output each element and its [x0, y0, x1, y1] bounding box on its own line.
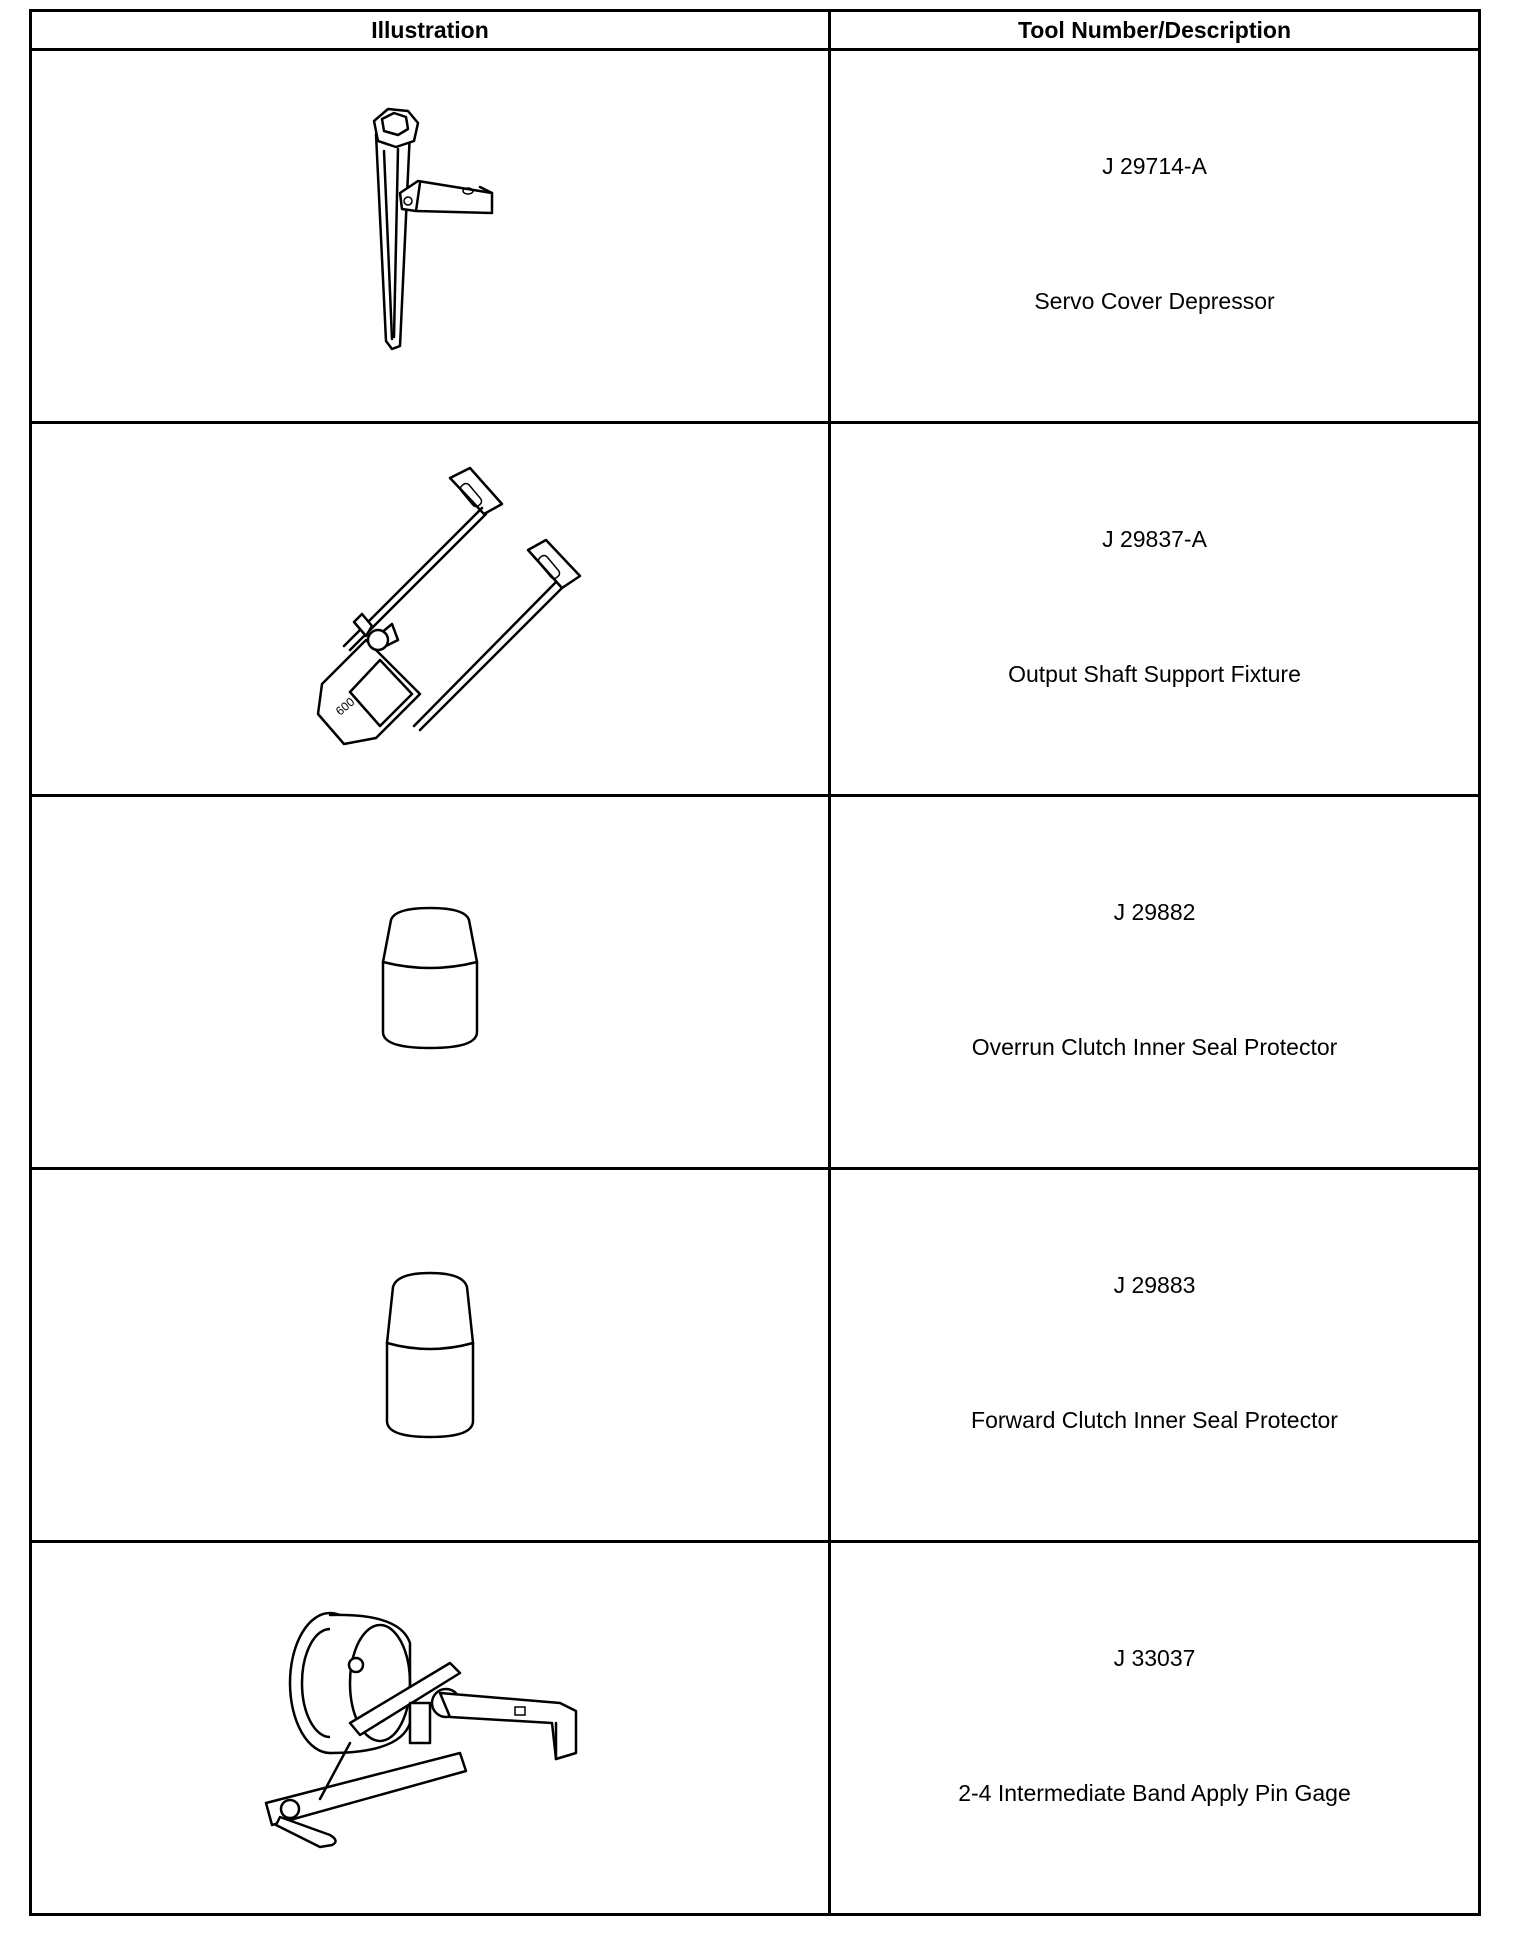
tool-cell [830, 423, 1480, 796]
forward-clutch-seal-protector-icon [375, 1265, 485, 1445]
tool-number: J 29883 [1113, 1272, 1196, 1298]
illustration-cell [31, 423, 830, 796]
tool-description: Overrun Clutch Inner Seal Protector [971, 1034, 1338, 1060]
tool-description: Servo Cover Depressor [1034, 288, 1275, 314]
overrun-clutch-seal-protector-icon [375, 902, 485, 1062]
output-shaft-support-fixture-icon [270, 464, 590, 754]
tool-number: J 29714-A [1102, 153, 1207, 179]
tool-description: 2-4 Intermediate Band Apply Pin Gage [958, 1780, 1351, 1806]
svg-text:600: 600 [332, 694, 358, 719]
table-row [31, 50, 1480, 423]
tool-number: J 29882 [1113, 899, 1196, 925]
illustration-cell [31, 1169, 830, 1542]
tool-cell [830, 50, 1480, 423]
tool-description: Output Shaft Support Fixture [1008, 661, 1301, 687]
tool-description: Forward Clutch Inner Seal Protector [971, 1407, 1338, 1433]
table-header-row [31, 11, 1480, 50]
tool-cell [830, 1542, 1480, 1915]
tool-cell [830, 796, 1480, 1169]
servo-cover-depressor-icon [340, 101, 520, 371]
illustration-column-header: Illustration [31, 11, 830, 50]
illustration-cell [31, 50, 830, 423]
band-apply-pin-gage-icon [260, 1603, 600, 1853]
table-row [31, 1169, 1480, 1542]
special-tools-table [29, 9, 1481, 1916]
illustration-cell [31, 1542, 830, 1915]
table-row [31, 796, 1480, 1169]
tool-column-header: Tool Number/Description [830, 11, 1480, 50]
tool-number: J 33037 [1113, 1645, 1196, 1671]
illustration-cell [31, 796, 830, 1169]
tool-number: J 29837-A [1102, 526, 1207, 552]
table-row [31, 1542, 1480, 1915]
tool-cell [830, 1169, 1480, 1542]
table-row [31, 423, 1480, 796]
